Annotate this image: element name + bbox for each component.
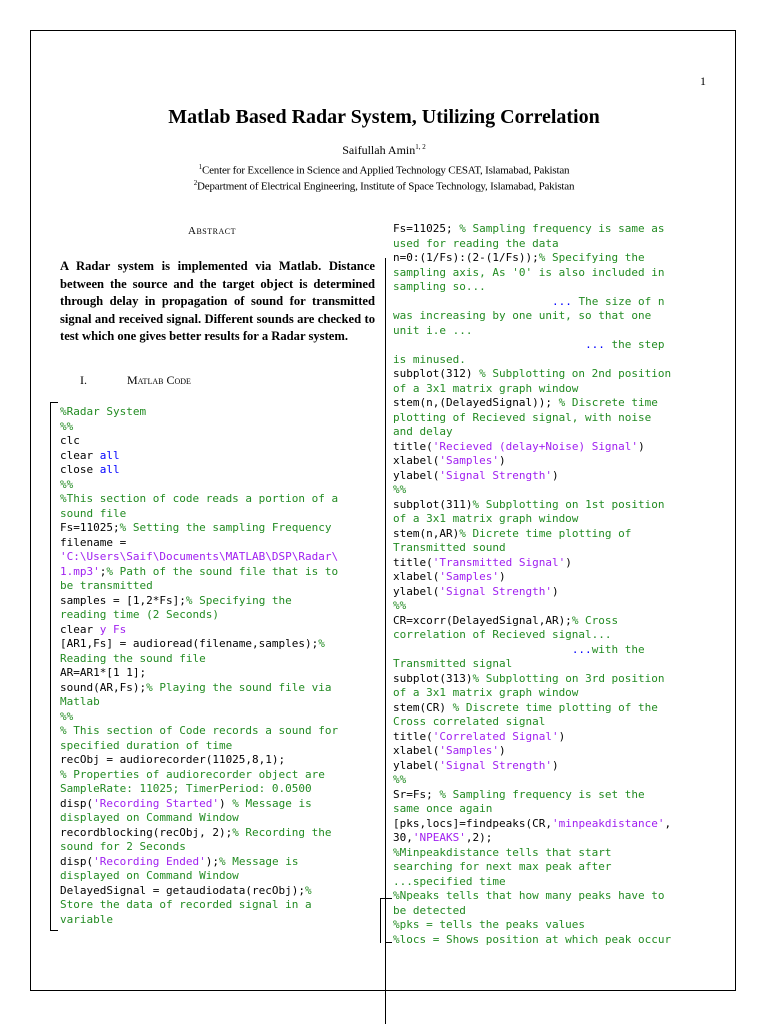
code-token: ) [558, 729, 566, 743]
section-numeral: I. [80, 373, 87, 387]
code-token: clear [60, 622, 100, 636]
paper-title: Matlab Based Radar System, Utilizing Correlation [168, 106, 600, 128]
code-line [60, 898, 338, 913]
code-token: and delay [393, 425, 453, 438]
code-token: of a 3x1 matrix graph window [393, 512, 579, 525]
code-token: ,2); [465, 831, 493, 844]
code-token: recObj = audiorecorder(11025,8,1); [60, 753, 286, 766]
code-line [393, 237, 671, 252]
code-line [393, 773, 671, 788]
code-token: ylabel( [393, 584, 440, 598]
code-token: 1.mp3' [60, 564, 100, 578]
affiliation-2-text: Department of Electrical Engineering, Institute of Space Technology, Islamabad, Pakistan [197, 180, 575, 193]
code-line [393, 338, 671, 353]
code-line [393, 251, 671, 266]
section-title: Matlab Code [127, 373, 191, 387]
code-token: % This section of Code records a sound for [60, 724, 339, 737]
code-line [393, 411, 671, 426]
code-token: [pks,locs]=findpeaks(CR, [393, 816, 552, 830]
code-token: % Subplotting on 3rd position [472, 671, 665, 685]
code-line [60, 594, 338, 609]
code-line [60, 768, 338, 783]
code-line [393, 556, 671, 571]
code-token: sound(AR,Fs); [60, 680, 147, 694]
code-token: all [99, 448, 120, 462]
code-token: clear [60, 448, 100, 462]
code-token: % Subplotting on 2nd position [479, 367, 672, 380]
code-token: 'Signal Strength' [439, 584, 552, 598]
code-line [393, 295, 671, 310]
code-token: % Message is [232, 796, 312, 810]
code-token: ) [565, 555, 572, 569]
code-token: disp( [60, 796, 94, 810]
code-token: Reading the sound file [60, 651, 206, 665]
code-right-bracket-small-top [380, 898, 392, 899]
code-line [393, 280, 671, 295]
code-token: %Radar System [60, 405, 147, 418]
code-token: ; [99, 564, 107, 578]
code-token: 'Samples' [439, 454, 499, 467]
code-line [60, 478, 338, 493]
code-token: % Specifying the [185, 593, 292, 607]
code-line [60, 753, 338, 768]
code-token: % Message is [218, 854, 299, 868]
code-token: % Subplotting on 1st position [472, 497, 665, 511]
code-token: was increasing by one unit, so that one [393, 309, 652, 322]
code-token: searching for next max peak after [393, 860, 612, 873]
code-token: Transmitted signal [393, 657, 513, 670]
code-line [60, 550, 338, 565]
code-line [393, 353, 671, 368]
code-line [60, 681, 338, 696]
code-line [60, 449, 338, 464]
code-token: displayed on Command Window [60, 869, 239, 882]
code-line [60, 811, 338, 826]
code-token: clc [60, 434, 80, 447]
code-line [60, 855, 338, 870]
code-line [60, 869, 338, 884]
code-line [393, 599, 671, 614]
code-token: DelayedSignal = getaudiodata(recObj); [60, 883, 306, 897]
code-listing-right [393, 222, 671, 947]
code-token: subplot(313) [393, 671, 473, 685]
code-token: title( [393, 439, 433, 453]
code-line [393, 628, 671, 643]
code-token: 30, [393, 831, 413, 844]
code-line [60, 463, 338, 478]
code-token: %% [60, 477, 74, 491]
code-line [393, 788, 671, 803]
code-token: ) [218, 796, 233, 810]
code-token: 'Correlated Signal' [432, 729, 559, 743]
code-token: % Sampling frequency is same as [459, 222, 665, 235]
code-token: subplot(312) [393, 367, 480, 380]
code-token [393, 338, 585, 351]
code-token: 'C:\Users\Saif\Documents\MATLAB\DSP\Radar\ [60, 550, 339, 563]
code-token: 'Recording Started' [93, 796, 219, 810]
code-line [60, 405, 338, 420]
code-token: variable [60, 912, 113, 926]
code-token: % Specifying the [538, 251, 645, 264]
code-line [393, 512, 671, 527]
code-line [393, 454, 671, 469]
code-token: of a 3x1 matrix graph window [393, 686, 579, 699]
code-right-marker-tick [385, 942, 392, 943]
code-token: [AR1,Fs] = audioread(filename,samples); [60, 637, 319, 650]
code-line [393, 904, 671, 919]
code-token: be detected [393, 903, 466, 917]
code-line [393, 860, 671, 875]
code-line [393, 759, 671, 774]
code-token: subplot(311) [393, 497, 473, 511]
code-token: sound file [60, 506, 127, 520]
code-right-marker-bottom [385, 942, 386, 1024]
code-token: % Discrete time [558, 396, 658, 409]
author-line [0, 143, 768, 158]
code-line [393, 817, 671, 832]
code-token: 'minpeakdistance' [551, 816, 665, 830]
code-token: %locs = Shows position at which peak occur [393, 932, 672, 946]
code-token: xlabel( [393, 744, 440, 757]
code-token: plotting of Recieved signal, with noise [393, 410, 652, 424]
code-line [60, 710, 338, 725]
code-token: %% [60, 709, 74, 723]
code-line [393, 222, 671, 237]
code-token: 'Samples' [439, 570, 499, 583]
code-token: %Npeaks tells that how many peaks have to [393, 889, 665, 902]
code-token: %Minpeakdistance tells that start [393, 845, 612, 859]
code-line [393, 614, 671, 629]
affiliation-2 [0, 179, 768, 193]
code-token [393, 295, 552, 308]
code-token: of a 3x1 matrix graph window [393, 381, 579, 395]
abstract-heading: Abstract [188, 225, 236, 237]
author-superscript: 1, 2 [415, 143, 426, 151]
code-line [393, 686, 671, 701]
code-line [60, 695, 338, 710]
code-line [60, 565, 338, 580]
code-token: ); [205, 854, 219, 868]
code-token: title( [393, 555, 433, 569]
code-token: %% [393, 599, 407, 612]
code-line [393, 541, 671, 556]
code-line [60, 884, 338, 899]
code-token: Store the data of recorded signal in a [60, 898, 312, 911]
code-line [393, 585, 671, 600]
code-token: sampling axis, As '0' is also included in [393, 265, 665, 279]
code-token: ) [638, 439, 645, 453]
code-token: % Properties of audiorecorder object are [60, 767, 325, 781]
affiliation-1-sup: 1 [198, 163, 202, 171]
affiliation-2-sup: 2 [193, 179, 198, 187]
code-listing-left [60, 405, 338, 927]
affiliation-1 [0, 163, 768, 177]
code-line [393, 498, 671, 513]
author-name: Saifullah Amin [342, 143, 416, 157]
code-line [393, 367, 671, 382]
code-token: xlabel( [393, 454, 440, 467]
code-line [393, 657, 671, 672]
code-token: %This section of code reads a portion of a [60, 492, 339, 505]
code-token: n=0:(1/Fs):(2-(1/Fs)); [393, 251, 539, 264]
code-token: Fs=11025; [393, 222, 460, 235]
code-line [393, 715, 671, 730]
code-token: ylabel( [393, 468, 440, 482]
code-left-bracket [50, 402, 58, 931]
code-line [393, 643, 671, 658]
code-token: SampleRate: 11025; TimerPeriod: 0.0500 [60, 782, 312, 795]
code-right-bracket-small [380, 898, 381, 943]
code-token: is minused. [393, 352, 466, 366]
code-line [393, 309, 671, 324]
code-token: % Sampling frequency is set the [439, 787, 645, 801]
code-token: reading time (2 Seconds) [60, 608, 219, 621]
code-line [60, 666, 338, 681]
code-line [60, 637, 338, 652]
code-token: ylabel( [393, 758, 440, 772]
code-line [60, 608, 338, 623]
code-line [393, 802, 671, 817]
code-token: y Fs [99, 622, 127, 636]
code-token: displayed on Command Window [60, 811, 239, 824]
code-line [393, 730, 671, 745]
code-token: % Path of the sound file that is to [106, 564, 339, 578]
code-line [60, 797, 338, 812]
code-right-marker-top [385, 258, 386, 942]
code-line [393, 396, 671, 411]
code-token: % Cross [571, 613, 619, 627]
affiliation-1-text: Center for Excellence in Science and Applied Technology CESAT, Islamabad, Pakistan [201, 164, 570, 177]
code-token: , [664, 816, 672, 830]
code-token: ... [585, 338, 605, 351]
code-line [393, 875, 671, 890]
code-token: stem(CR) [393, 700, 453, 714]
code-token: correlation of Recieved signal... [393, 628, 612, 641]
code-token: %% [393, 773, 407, 786]
code-token: disp( [60, 854, 94, 868]
code-token: % Setting the sampling Frequency [119, 521, 332, 534]
code-token: 'Recording Ended' [93, 854, 206, 868]
code-token: samples = [1,2*Fs]; [60, 593, 186, 607]
code-token: ...specified time [393, 874, 506, 888]
code-token: stem(n,AR) [393, 526, 460, 540]
code-token: xlabel( [393, 570, 440, 583]
code-line [60, 739, 338, 754]
code-line [393, 701, 671, 716]
code-token: unit i.e ... [393, 323, 473, 337]
code-line [393, 469, 671, 484]
code-token: CR=xcorr(DelayedSignal,AR); [393, 613, 572, 627]
code-token: % Discrete time plotting of the [452, 700, 658, 714]
code-token: %% [60, 419, 74, 433]
code-token: ) [551, 468, 559, 482]
code-token: Matlab [60, 695, 100, 708]
code-token: ... [551, 294, 572, 308]
code-token: % Dicrete time plotting of [459, 526, 632, 540]
code-line [393, 440, 671, 455]
code-token: recordblocking(recObj, 2); [60, 825, 233, 839]
code-token: 'Signal Strength' [439, 468, 552, 482]
code-line [393, 672, 671, 687]
page-number: 1 [700, 74, 706, 88]
code-token: title( [393, 729, 433, 743]
code-token: % [305, 883, 312, 897]
code-token: sampling so... [393, 280, 486, 293]
code-token: with the [591, 642, 645, 656]
code-line [393, 744, 671, 759]
code-line [393, 570, 671, 585]
code-token: ) [551, 758, 559, 772]
code-token: 'Recieved (delay+Noise) Signal' [432, 439, 639, 453]
code-line [60, 623, 338, 638]
code-token: used for reading the data [393, 236, 559, 250]
code-token: be transmitted [60, 579, 153, 592]
code-line [60, 507, 338, 522]
code-line [60, 420, 338, 435]
code-line [60, 913, 338, 928]
code-line [393, 846, 671, 861]
code-line [60, 724, 338, 739]
code-token: stem(n,(DelayedSignal)); [393, 396, 559, 409]
code-token: same once again [393, 802, 493, 815]
code-line [393, 382, 671, 397]
code-token: %% [393, 483, 407, 496]
code-token: ) [498, 570, 506, 583]
code-line [60, 782, 338, 797]
code-token: % Recording the [232, 825, 332, 839]
code-line [60, 840, 338, 855]
code-token: 'Samples' [439, 744, 499, 757]
code-token [393, 643, 572, 656]
code-line [60, 652, 338, 667]
code-token: The size of n [571, 294, 665, 308]
code-token: ) [498, 744, 506, 757]
code-token: filename = [60, 535, 127, 549]
code-token: specified duration of time [60, 738, 233, 752]
code-token: 'Signal Strength' [439, 758, 552, 772]
code-line [393, 266, 671, 281]
code-token: Transmitted sound [393, 541, 506, 554]
code-token: %pks = tells the peaks values [393, 918, 586, 931]
code-token: close [60, 463, 100, 476]
code-token: 'NPEAKS' [412, 831, 466, 844]
code-line [393, 324, 671, 339]
code-token: Cross correlated signal [393, 715, 546, 728]
code-line [393, 831, 671, 846]
code-line [60, 492, 338, 507]
code-line [393, 918, 671, 933]
code-line [393, 933, 671, 948]
code-line [60, 521, 338, 536]
code-token: Sr=Fs; [393, 787, 440, 801]
abstract-body: A Radar system is implemented via Matlab. Distance between the source and the target object is determined through delay in propagation of sound for transmitted signal and received signal. Different sounds are checked to test which one gives better results for a Radar system. [60, 259, 375, 344]
code-token: % [318, 637, 325, 650]
code-token: 'Transmitted Signal' [432, 555, 566, 569]
code-line [393, 889, 671, 904]
code-token: Fs=11025; [60, 521, 120, 534]
code-line [393, 425, 671, 440]
code-line [60, 434, 338, 449]
code-line [393, 483, 671, 498]
code-line [60, 579, 338, 594]
code-line [60, 536, 338, 551]
code-token: sound for 2 Seconds [60, 840, 186, 853]
code-token: all [99, 463, 120, 476]
code-token: AR=AR1*[1 1]; [60, 666, 147, 679]
code-token: ) [551, 584, 559, 598]
code-line [393, 527, 671, 542]
code-token: ) [498, 454, 506, 467]
code-token: % Playing the sound file via [146, 680, 332, 694]
code-token: ... [571, 642, 592, 656]
code-token: the step [604, 338, 665, 351]
code-line [60, 826, 338, 841]
